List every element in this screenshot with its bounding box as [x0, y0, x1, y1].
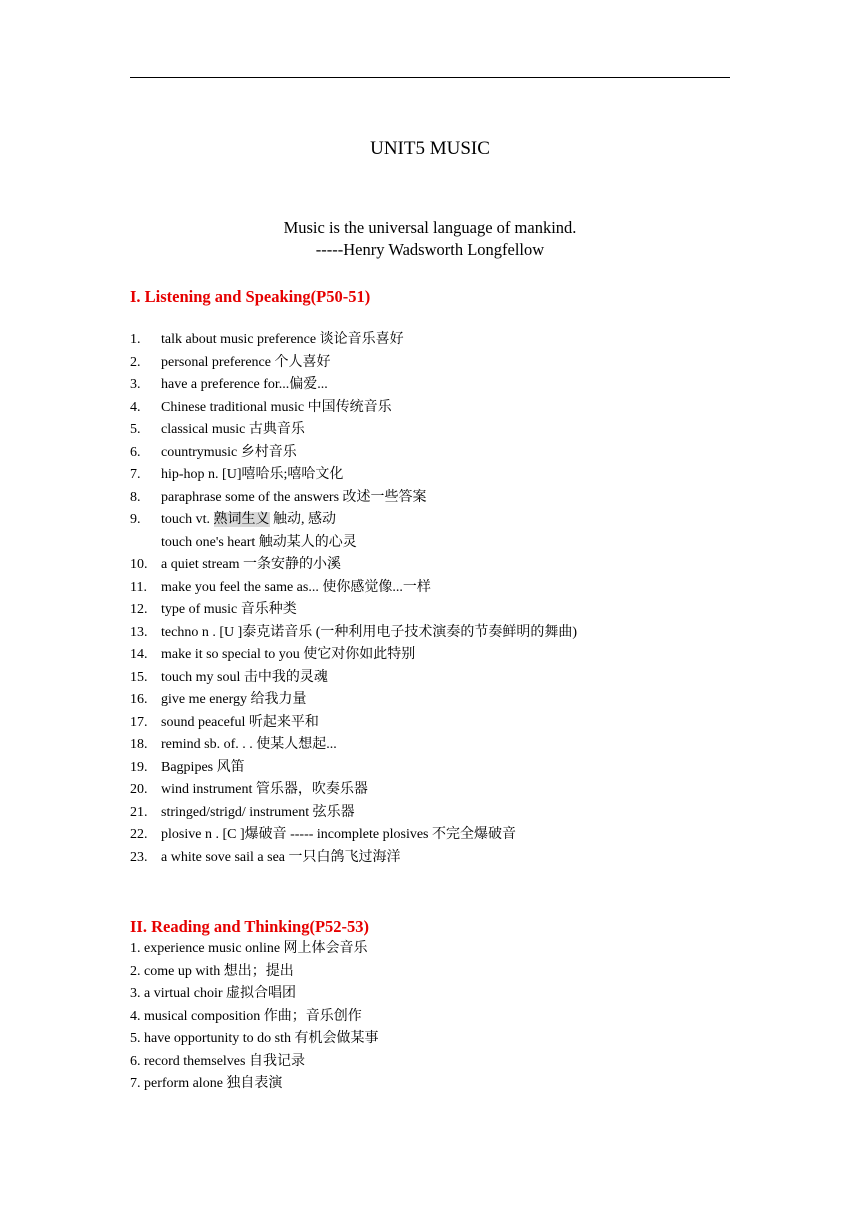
- item-text: have a preference for...偏爱...: [161, 377, 328, 392]
- item-text: [161, 509, 336, 532]
- item-number: 20.: [130, 782, 148, 797]
- quote-author: -----Henry Wadsworth Longfellow: [315, 240, 545, 259]
- highlighted-term: 熟词生义: [213, 512, 270, 527]
- item-text: touch my soul 击中我的灵魂: [161, 669, 328, 685]
- item-text: a white sove sail a sea 一只白鸽飞过海洋: [161, 849, 401, 865]
- item-number: 19.: [130, 759, 148, 775]
- item-text: touch one's heart 触动某人的心灵: [161, 534, 357, 550]
- item-text: stringed/strigd/ instrument 弦乐器: [161, 804, 355, 820]
- item-number: 1.: [130, 332, 141, 347]
- section-heading-reading: II. Reading and Thinking(P52-53): [130, 917, 370, 936]
- item-number: 15.: [130, 669, 148, 685]
- item-text-after: 触动, 感动: [269, 512, 336, 527]
- item-number: 6.: [130, 444, 141, 460]
- item-number: 5.: [130, 422, 141, 437]
- item-number: 23.: [130, 849, 148, 865]
- list-item: 2. come up with 想出；提出: [130, 963, 294, 979]
- item-number: 3.: [130, 377, 141, 392]
- item-number: 12.: [130, 602, 148, 617]
- vocab-list-reading: [130, 938, 379, 1096]
- item-text: classical music 古典音乐: [161, 422, 305, 437]
- item-number: 14.: [130, 647, 148, 662]
- item-text: hip-hop n. [U]嘻哈乐;嘻哈文化: [161, 467, 344, 482]
- item-number: 13.: [130, 624, 148, 640]
- list-item: 3. a virtual choir 虚拟合唱团: [130, 986, 297, 1001]
- item-text: paraphrase some of the answers 改述一些答案: [161, 489, 427, 505]
- item-number: 4.: [130, 399, 141, 415]
- list-item: 5. have opportunity to do sth 有机会做某事: [130, 1031, 379, 1046]
- item-number: 9.: [130, 512, 141, 527]
- quote-text: Music is the universal language of mankind.: [283, 218, 577, 237]
- item-text: Bagpipes 风笛: [161, 759, 245, 775]
- item-text: a quiet stream 一条安静的小溪: [161, 557, 342, 572]
- list-item: 1. experience music online 网上体会音乐: [130, 941, 368, 956]
- item-text: wind instrument 管乐器，吹奏乐器: [161, 782, 368, 797]
- item-text: Chinese traditional music 中国传统音乐: [161, 399, 392, 415]
- item-number: 17.: [130, 714, 148, 730]
- item-text: personal preference 个人喜好: [161, 354, 331, 370]
- item-number: 11.: [130, 579, 147, 595]
- item-number: 7.: [130, 467, 141, 482]
- list-item: 7. perform alone 独自表演: [130, 1076, 283, 1091]
- list-item: 4. musical composition 作曲；音乐创作: [130, 1008, 362, 1024]
- item-number: 16.: [130, 692, 148, 707]
- item-text: type of music 音乐种类: [161, 602, 297, 617]
- page-title: UNIT5 MUSIC: [370, 138, 490, 159]
- item-text-before: touch vt.: [161, 512, 214, 527]
- header-rule: [130, 77, 730, 78]
- item-number: 22.: [130, 827, 148, 842]
- item-number: 8.: [130, 489, 141, 505]
- section-heading-listening: I. Listening and Speaking(P50-51): [130, 287, 371, 306]
- item-number: 2.: [130, 354, 141, 370]
- item-text: make it so special to you 使它对你如此特别: [161, 647, 416, 662]
- item-text: countrymusic 乡村音乐: [161, 444, 297, 460]
- item-text: make you feel the same as... 使你感觉像...一样: [161, 579, 431, 595]
- list-item: 6. record themselves 自我记录: [130, 1053, 305, 1069]
- item-text: techno n . [U ]泰克诺音乐 (一种利用电子技术演奏的节奏鲜明的舞曲): [161, 624, 578, 640]
- item-text: sound peaceful 听起来平和: [161, 714, 319, 730]
- item-number: 10.: [130, 557, 148, 572]
- item-text: talk about music preference 谈论音乐喜好: [161, 332, 404, 347]
- item-text: give me energy 给我力量: [161, 692, 307, 707]
- item-text: remind sb. of. . . 使某人想起...: [161, 737, 337, 752]
- item-number: 21.: [130, 804, 148, 820]
- item-number: 18.: [130, 737, 148, 752]
- item-text: plosive n . [C ]爆破音 ----- incomplete plosives 不完全爆破音: [161, 827, 517, 842]
